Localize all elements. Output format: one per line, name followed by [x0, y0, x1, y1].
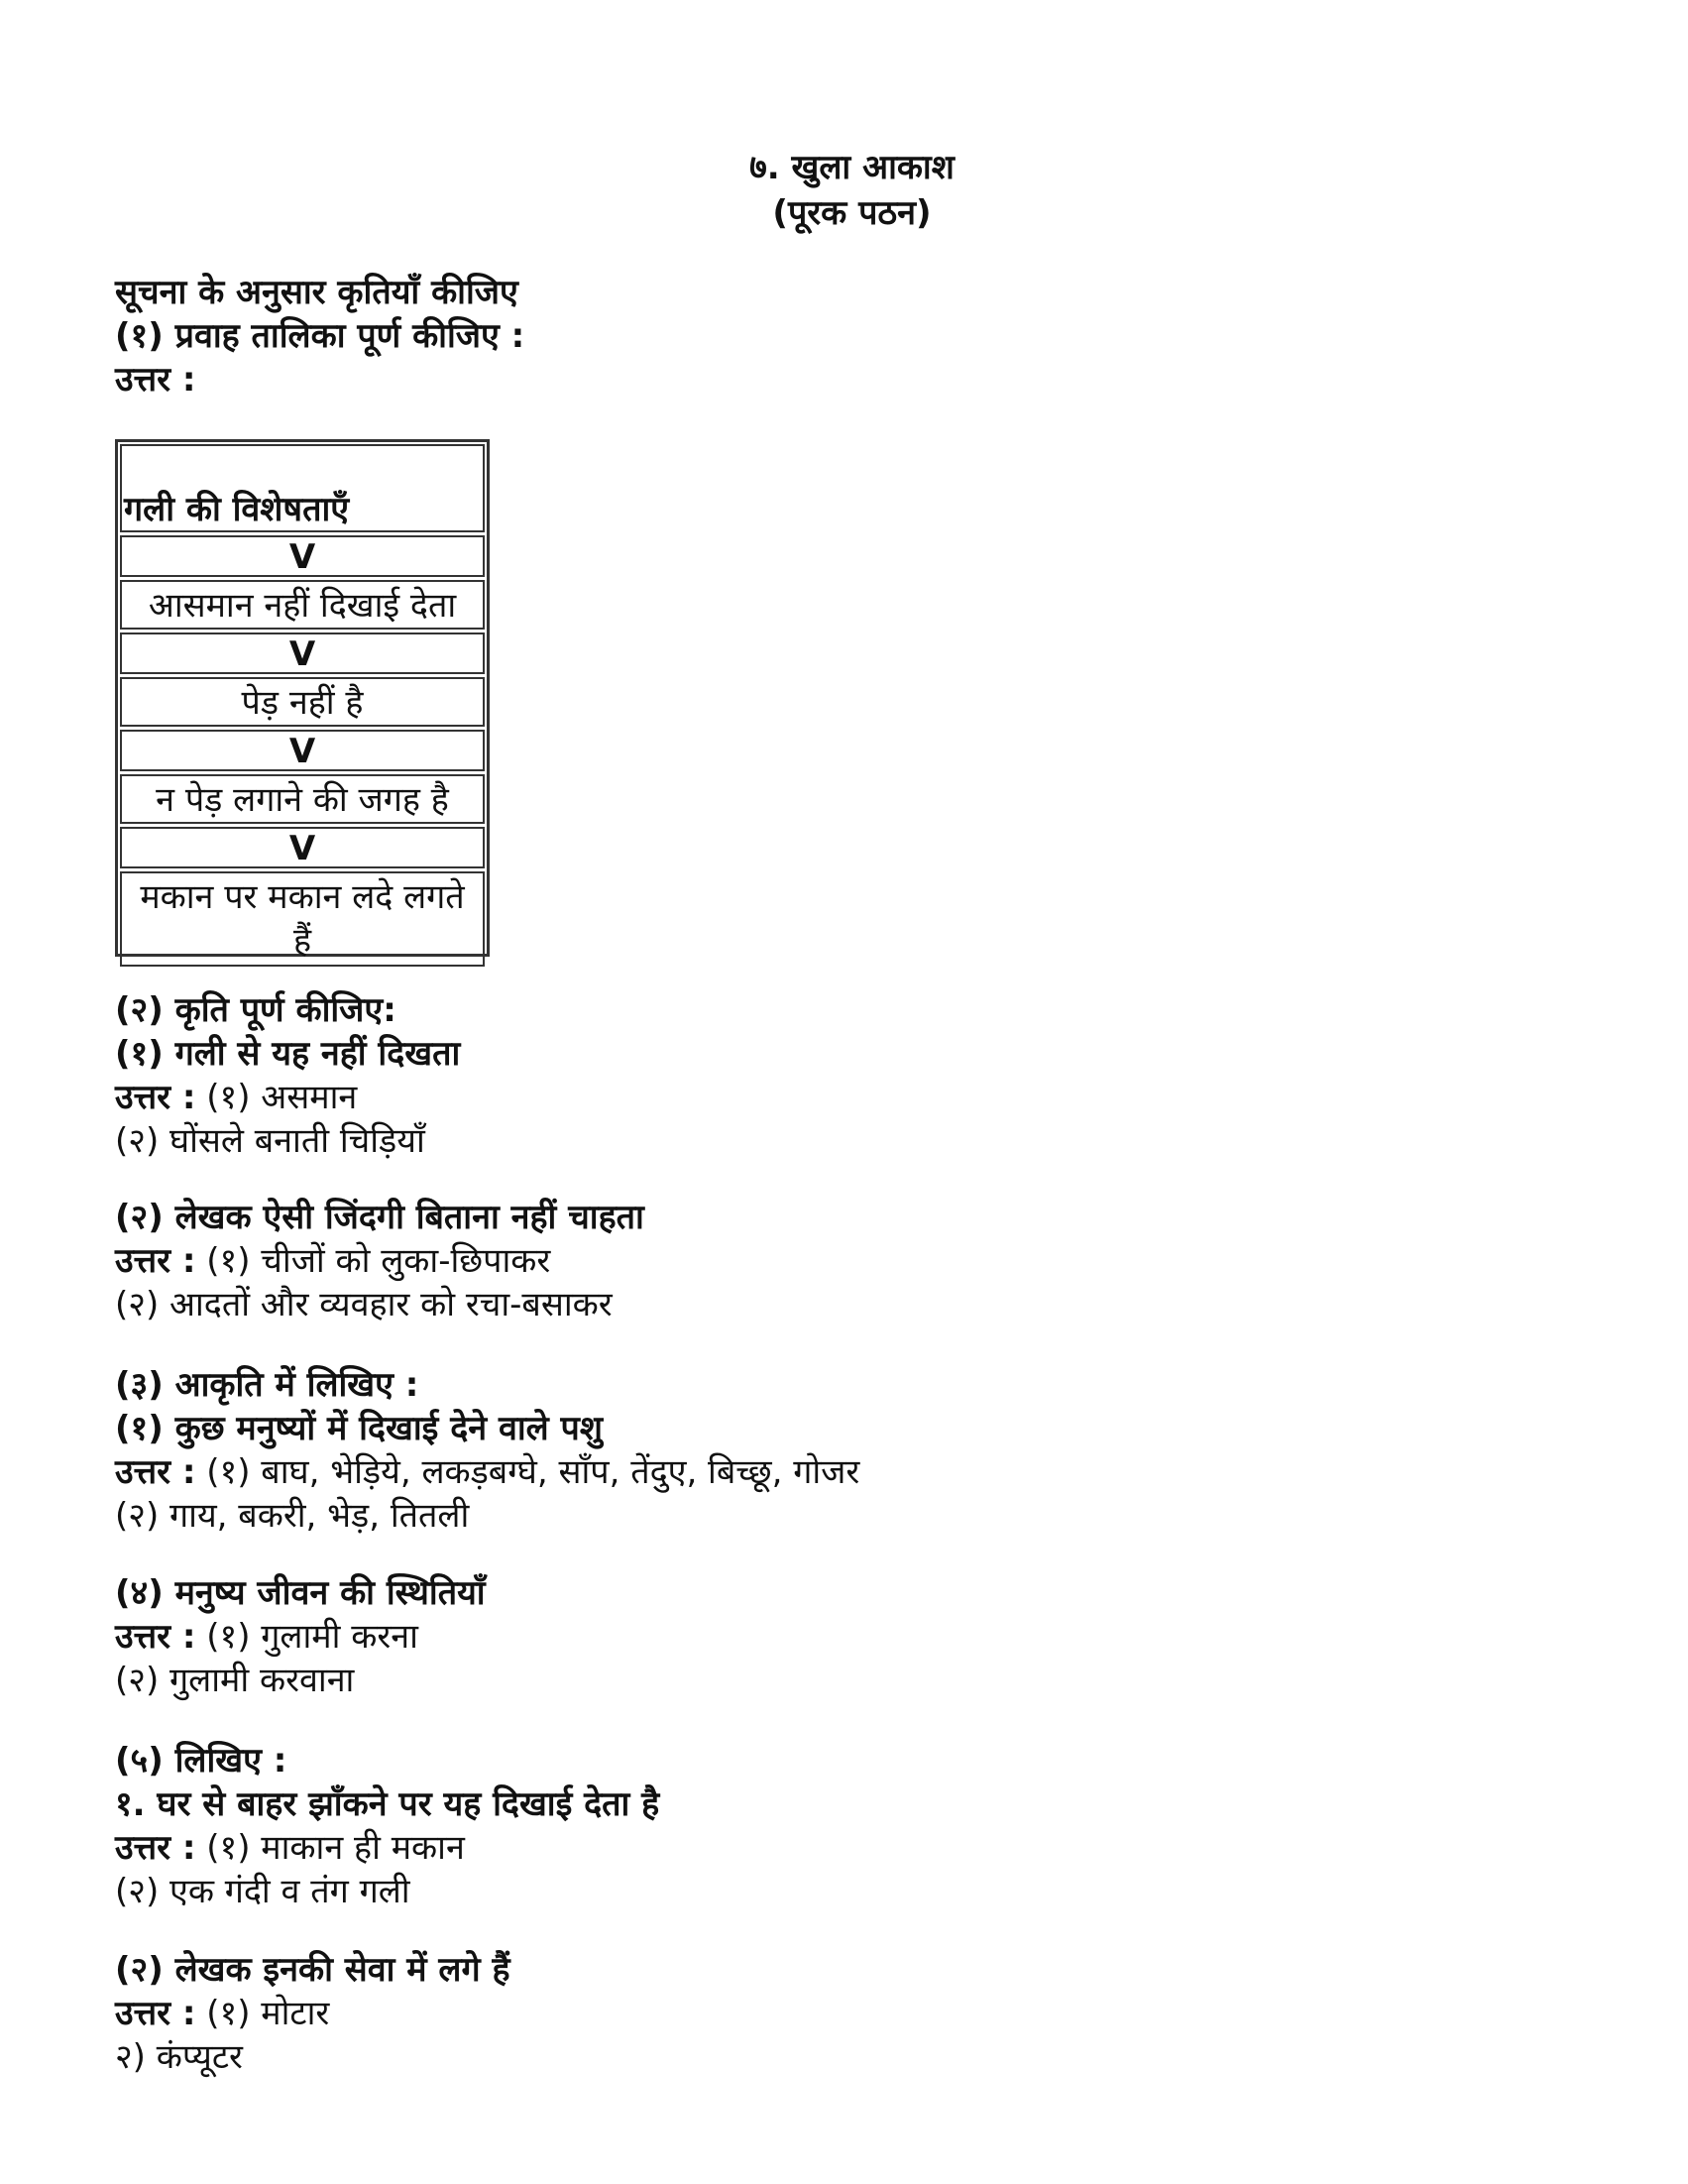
q2-sub2-answer2: (२) आदतों और व्यवहार को रचा-बसाकर [115, 1285, 613, 1324]
q3-label: (३) आकृति में लिखिए : [115, 1365, 419, 1405]
q2-label: (२) कृति पूर्ण कीजिए: [115, 990, 396, 1030]
answer-label: उत्तर : [115, 1078, 196, 1117]
answer-label: उत्तर : [115, 1452, 196, 1492]
q5-sub1-answer2: (२) एक गंदी व तंग गली [115, 1872, 410, 1911]
q3-sub1-answer2: (२) गाय, बकरी, भेड़, तितली [115, 1496, 470, 1536]
flow-arrow: V [120, 535, 485, 577]
flow-item: पेड़ नहीं है [120, 677, 485, 727]
flow-title: गली की विशेषताएँ [120, 444, 485, 532]
q5-sub1-answer [115, 1826, 465, 1870]
answer-text: (१) बाघ, भेड़िये, लकड़बग्घे, साँप, तेंदुए, बिच्छू, गोजर [195, 1452, 860, 1492]
answer-label: उत्तर : [115, 1828, 196, 1868]
q2-sub2-answer [115, 1239, 550, 1283]
q2-sub1-question: (१) गली से यह नहीं दिखता [115, 1034, 461, 1074]
flow-table [115, 439, 490, 961]
page-title: ७. खुला आकाश [749, 148, 955, 187]
flow-item: न पेड़ लगाने की जगह है [120, 774, 485, 824]
answer-text: (१) असमान [195, 1078, 358, 1117]
answer-label: उत्तर : [115, 1241, 196, 1281]
q4-question: (४) मनुष्य जीवन की स्थितियाँ [115, 1573, 486, 1613]
answer-text: (१) माकान ही मकान [195, 1828, 465, 1868]
q5-sub2-answer2: २) कंप्यूटर [115, 2037, 243, 2077]
answer-text: (१) मोटार [195, 1994, 330, 2033]
answer-text: (१) गुलामी करना [195, 1617, 418, 1657]
q5-sub2-answer [115, 1992, 329, 2035]
answer-label: उत्तर : [115, 1994, 196, 2033]
q1-answer-label: उत्तर : [115, 360, 196, 400]
q2-sub1-answer2: (२) घोंसले बनाती चिड़ियाँ [115, 1121, 425, 1161]
q4-answer2: (२) गुलामी करवाना [115, 1661, 355, 1700]
flow-item-last [120, 871, 485, 967]
page-subtitle: (पूरक पठन) [772, 193, 932, 233]
q4-answer [115, 1615, 418, 1659]
q3-sub1-question: (१) कुछ मनुष्यों में दिखाई देने वाले पशु [115, 1409, 603, 1448]
answer-label: उत्तर : [115, 1617, 196, 1657]
q2-sub1-answer [115, 1076, 357, 1119]
q3-sub1-answer [115, 1450, 859, 1494]
answer-text: (१) चीजों को लुका-छिपाकर [195, 1241, 551, 1281]
flow-item-last-line2: हैं [292, 921, 312, 961]
q5-sub1-question: १. घर से बाहर झाँकने पर यह दिखाई देता है [115, 1784, 660, 1824]
q5-sub2-question: (२) लेखक इनकी सेवा में लगे हैं [115, 1950, 510, 1990]
instruction: सूचना के अनुसार कृतियाँ कीजिए [115, 273, 518, 312]
flow-item-last-line1: मकान पर मकान लदे लगते [140, 877, 465, 917]
q2-sub2-question: (२) लेखक ऐसी जिंदगी बिताना नहीं चाहता [115, 1198, 644, 1237]
flow-arrow: V [120, 632, 485, 674]
q1-label: (१) प्रवाह तालिका पूर्ण कीजिए : [115, 316, 525, 356]
q5-label: (५) लिखिए : [115, 1741, 287, 1781]
flow-arrow: V [120, 730, 485, 771]
flow-arrow: V [120, 827, 485, 868]
flow-item: आसमान नहीं दिखाई देता [120, 580, 485, 630]
